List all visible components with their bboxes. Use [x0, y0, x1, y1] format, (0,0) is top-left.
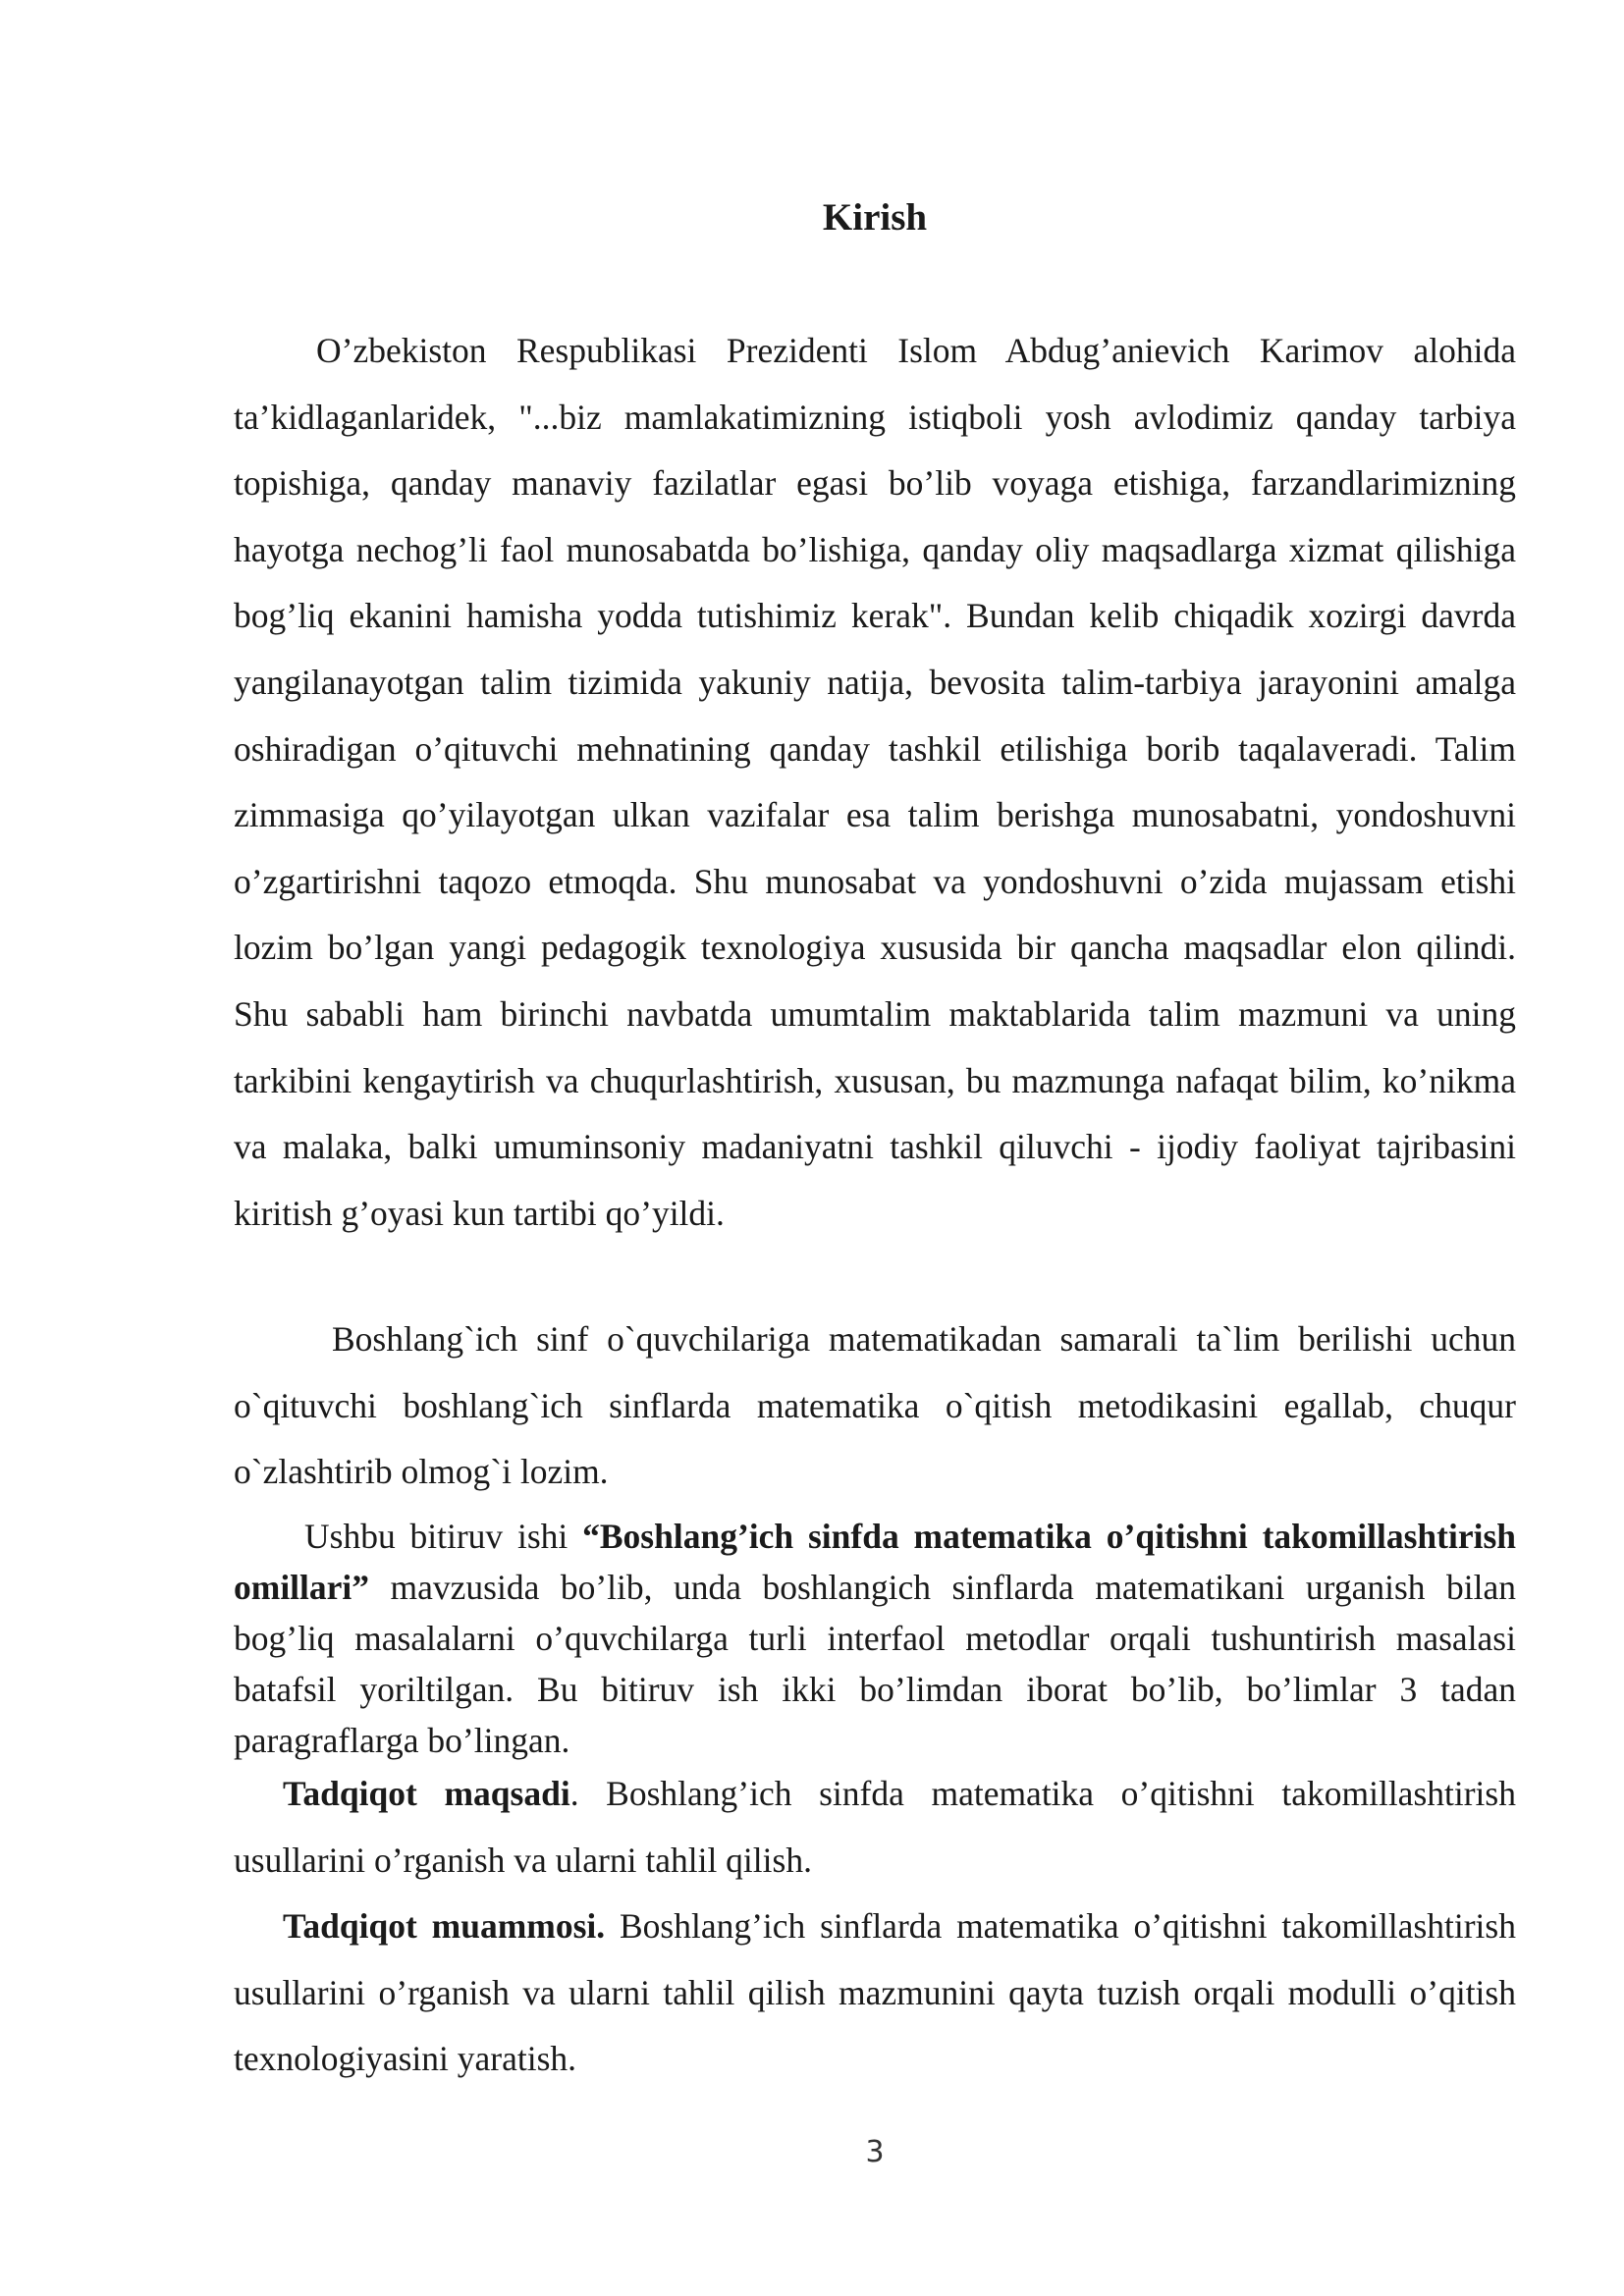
- page-number: 3: [865, 2135, 885, 2169]
- thesis-topic-title: “Boshlang’ich sinfda matematika o’qitishni takomillashtirish omillari”: [234, 1517, 1517, 1607]
- thesis-description-text: mavzusida bo’lib, unda boshlangich sinflarda matematikani urganish bilan bog’liq masalalarni o’quvchilarga turli interfaol metodlar orqali tushuntirish masalasi batafsil yoriltilgan. Bu bitiruv ish ikki bo’limdan iborat bo’lib, bo’limlar 3 tadan paragraflarga bo’lingan.: [234, 1568, 1516, 1760]
- thesis-topic-paragraph: [234, 1511, 1516, 1766]
- document-page: [234, 0, 1516, 2296]
- research-problem-paragraph: [234, 1894, 1516, 2093]
- thesis-intro-text: Ushbu bitiruv ishi: [304, 1517, 583, 1556]
- intro-paragraph: O’zbekiston Respublikasi Prezidenti Islom Abdug’anievich Karimov alohida ta’kidlaganlaridek, "...biz mamlakatimizning istiqboli yosh avlodimiz qanday tarbiya topishiga, qanday manaviy fazilatlar egasi bo’lib voyaga etishiga, farzandlarimizning hayotga nechog’li faol munosabatda bo’lishiga, qanday oliy maqsadlarga xizmat qilishiga bog’liq ekanini hamisha yodda tutishimiz kerak". Bundan kelib chiqadik xozirgi davrda yangilanayotgan talim tizimida yakuniy natija, bevosita talim-tarbiya jarayonini amalga oshiradigan o’qituvchi mehnatining qanday tashkil etilishiga borib taqalaveradi. Talim zimmasiga qo’yilayotgan ulkan vazifalar esa talim berishga munosabatni, yondoshuvni o’zgartirishni taqozo etmoqda. Shu munosabat va yondoshuvni o’zida mujassam etishi lozim bo’lgan yangi pedagogik texnologiya xususida bir qancha maqsadlar elon qilindi. Shu sababli ham birinchi navbatda umumtalim maktablarida talim mazmuni va uning tarkibini kengaytirish va chuqurlashtirish, xususan, bu mazmunga nafaqat bilim, ko’nikma va malaka, balki umuminsoniy madaniyatni tashkil qiluvchi - ijodiy faoliyat tajribasini kiritish g’oyasi kun tartibi qo’yildi.: [234, 331, 1516, 1233]
- page-title: Kirish: [822, 196, 928, 239]
- research-goal-label: Tadqiqot maqsadi: [283, 1774, 570, 1813]
- research-goal-text: . Boshlang’ich sinfda matematika o’qitishni takomillashtirish usullarini o’rganish va ularni tahlil qilish.: [234, 1774, 1516, 1880]
- research-problem-label: Tadqiqot muammosi.: [283, 1906, 606, 1946]
- research-goal-paragraph: [234, 1761, 1516, 1894]
- primary-school-paragraph: Boshlang`ich sinf o`quvchilariga matematikadan samarali ta`lim berilishi uchun o`qituvchi boshlang`ich sinflarda matematika o`qitish metodikasini egallab, chuqur o`zlashtirib olmog`i lozim.: [234, 1319, 1516, 1492]
- research-problem-text: Boshlang’ich sinflarda matematika o’qitishni takomillashtirish usullarini o’rganish va ularni tahlil qilish mazmunini qayta tuzish orqali modulli o’qitish texnologiyasini yaratish.: [234, 1906, 1516, 2079]
